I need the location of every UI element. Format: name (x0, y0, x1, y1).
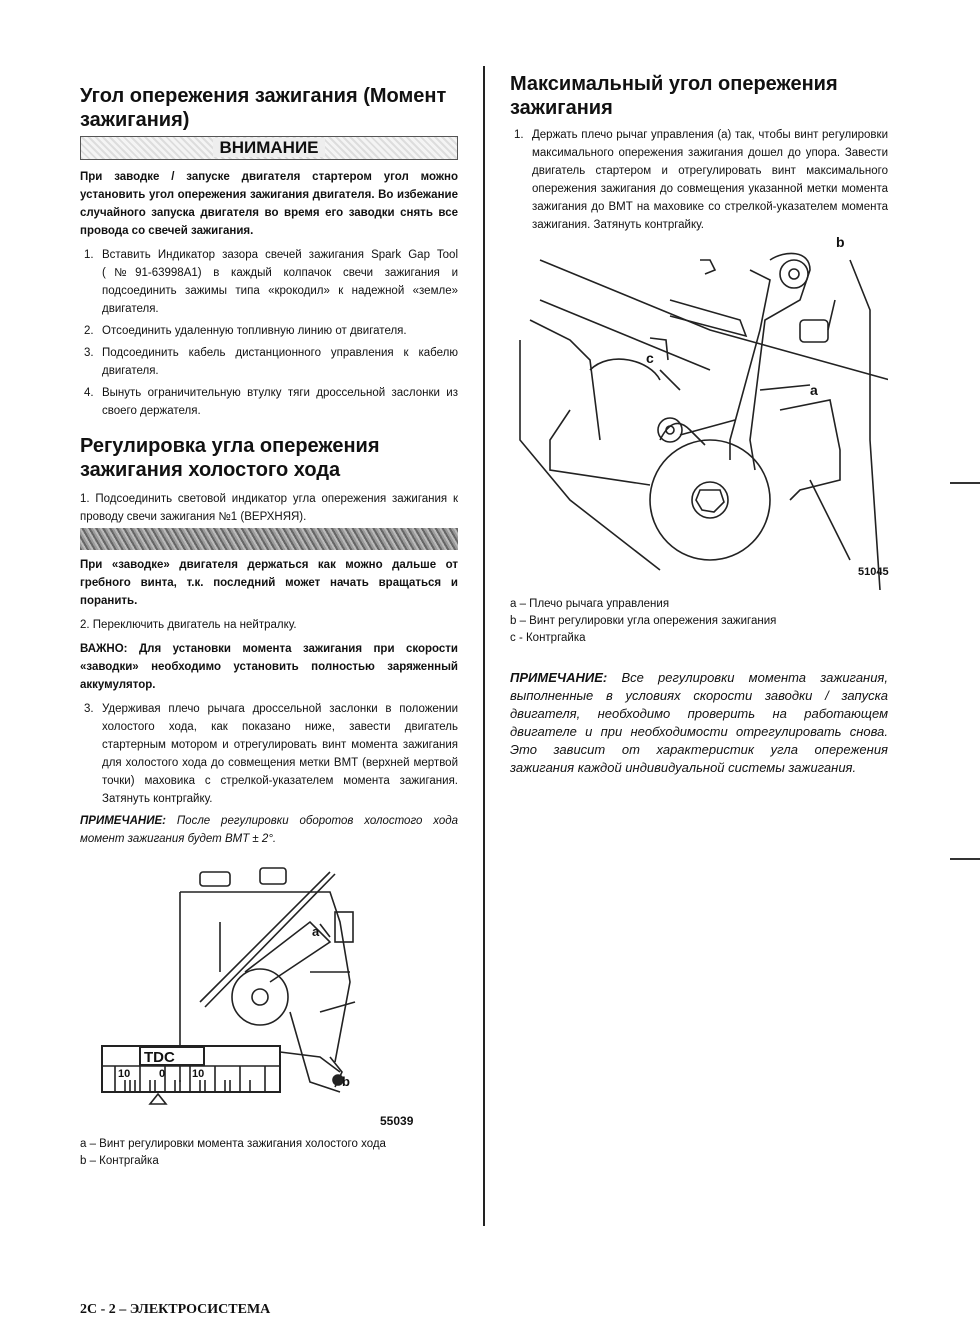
callout-b: b (342, 1074, 350, 1089)
section-title-ignition-timing: Угол опережения зажигания (Момент зажигания) (80, 85, 447, 131)
legend-item: b – Контргайка (80, 1155, 159, 1167)
caution-text: При «заводке» двигателя держаться как можно дальше от гребного винта, т.к. последний может начать вращаться и поранить. (80, 559, 458, 607)
figure-legend-right (510, 596, 888, 647)
scale-label-0: 0 (159, 1068, 166, 1080)
steps-list-1 (80, 246, 458, 420)
figure-number: 55039 (380, 1114, 414, 1128)
engine-idle-diagram (80, 862, 458, 1132)
steps-list-2 (80, 700, 458, 808)
list-item: 3. Подсоединить кабель дистанционного управления к кабелю двигателя. (84, 347, 458, 377)
step-2-1: 1. Подсоединить световой индикатор угла опережения зажигания к проводу свечи зажигания №1 (ВЕРХНЯЯ). (80, 493, 458, 523)
legend-item: b – Винт регулировки угла опережения зажигания (510, 615, 777, 627)
right-column (510, 72, 888, 777)
figure-max-advance (510, 234, 889, 590)
tdc-label: TDC (144, 1049, 175, 1066)
engine-max-advance-diagram (510, 240, 888, 590)
margin-mark (950, 858, 980, 860)
callout-a: a (810, 382, 818, 398)
figure-idle-timing (80, 862, 458, 1132)
list-item: 1. Держать плечо рычаг управления (а) так, чтобы винт регулировки максимального опережения зажигания дошел до упора. Завести двигатель стартером и отрегулировать винт максимального опережения зажигания до совмещения указанной метки момента зажигания до ВМТ на маховике со стрелкой-указателем момента зажигания. Затянуть контргайку. (514, 129, 888, 231)
scale-label-10-left: 10 (118, 1068, 131, 1080)
column-divider (483, 66, 485, 1226)
warning-text: При заводке / запуске двигателя стартером угол можно установить угол опережения зажигания двигателя. Во избежание случайного запуска двигателя во время его заводки снять все провода со свечей зажигания. (80, 171, 458, 237)
legend-item: a – Плечо рычага управления (510, 598, 670, 610)
warning-label: ВНИМАНИЕ (213, 138, 324, 157)
section-title-idle-timing: Регулировка угла опережения зажигания холостого хода (80, 435, 380, 481)
list-item: 2. Отсоединить удаленную топливную линию от двигателя. (84, 325, 407, 337)
legend-item: a – Винт регулировки момента зажигания холостого хода (80, 1138, 386, 1150)
page-footer: 2C - 2 – ЭЛЕКТРОСИСТЕМА (80, 1302, 271, 1317)
note-idle: ПРИМЕЧАНИЕ: После регулировки оборотов холостого хода момент зажигания будет ВМТ ± 2°. (80, 815, 458, 845)
list-item: 4. Вынуть ограничительную втулку тяги дроссельной заслонки из своего держателя. (84, 387, 458, 417)
list-item: 1. Вставить Индикатор зазора свечей зажигания Spark Gap Tool (№91-63998А1) в каждый колпачок свечи зажигания и подсоединить зажимы типа «крокодил» к надежной «земле» двигателя. (84, 249, 458, 315)
caution-banner (80, 528, 458, 550)
list-item: 3. Удерживая плечо рычага дроссельной заслонки в положении холостого хода, как показано ниже, завести двигатель стартерным мотором и отрегулировать винт момента зажигания для холостого хода до совмещения метки ВМТ (верхней мертвой точки) маховика с стрелкой-указателем момента зажигания. Затянуть контргайку. (84, 703, 458, 805)
note-max-advance: ПРИМЕЧАНИЕ: Все регулировки момента зажигания, выполненные в условиях скорости заводки / запуска двигателя, необходимо проверить на работающем двигателе и при необходимости отрегулировать снова. Это зависит от характеристик угла опережения зажигания каждой индивидуальной системы зажигания. (510, 670, 888, 775)
callout-b: b (836, 234, 845, 250)
legend-item: c - Контргайка (510, 632, 586, 644)
figure-number: 51045 (858, 566, 889, 578)
left-column (80, 84, 458, 1170)
warning-banner (80, 136, 458, 160)
important-text: ВАЖНО: Для установки момента зажигания при скорости «заводки» необходимо установить полностью заряженный аккумулятор. (80, 643, 458, 691)
step-2-2: 2. Переключить двигатель на нейтралку. (80, 619, 297, 631)
scale-label-10-right: 10 (192, 1068, 205, 1080)
callout-a: a (312, 924, 320, 939)
steps-list-max (510, 126, 888, 234)
section-title-max-advance: Максимальный угол опережения зажигания (510, 73, 838, 119)
figure-legend-left (80, 1136, 458, 1170)
callout-c: c (646, 350, 654, 366)
margin-mark (950, 482, 980, 484)
